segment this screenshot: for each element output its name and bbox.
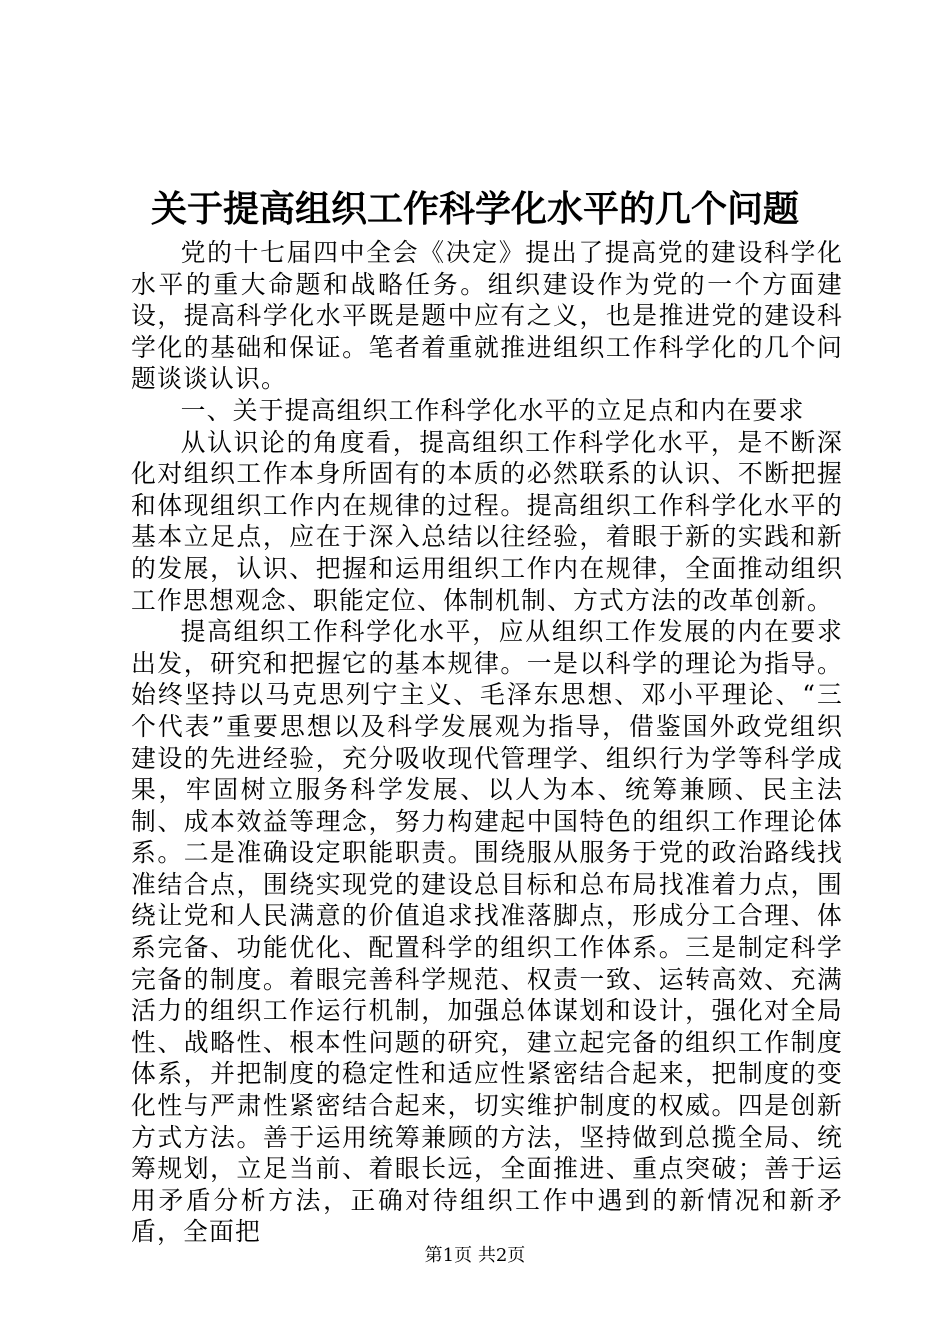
document-title: 关于提高组织工作科学化水平的几个问题: [150, 188, 799, 230]
paragraph-intro: 党的十七届四中全会《决定》提出了提高党的建设科学化水平的重大命题和战略任务。组织建设作为党的一个方面建设，提高科学化水平既是题中应有之义，也是推进党的建设科学化的基础和保证。笔者着重就推进组织工作科学化的几个问题谈谈认识。: [131, 238, 843, 394]
paragraph-epistemology: 从认识论的角度看，提高组织工作科学化水平，是不断深化对组织工作本身所固有的本质的必然联系的认识、不断把握和体现组织工作内在规律的过程。提高组织工作科学化水平的基本立足点，应在于深入总结以往经验，着眼于新的实践和新的发展，认识、把握和运用组织工作内在规律，全面推动组织工作思想观念、职能定位、体制机制、方式方法的改革创新。: [131, 427, 843, 615]
document-body: [131, 237, 843, 1248]
section-heading-1: 一、关于提高组织工作科学化水平的立足点和内在要求: [180, 395, 805, 425]
page-footer: 第1页 共2页: [424, 1245, 526, 1266]
paragraph-requirements: 提高组织工作科学化水平，应从组织工作发展的内在要求出发，研究和把握它的基本规律。一是以科学的理论为指导。始终坚持以马克思列宁主义、毛泽东思想、邓小平理论、“三个代表”重要思想以及科学发展观为指导，借鉴国外政党组织建设的先进经验，充分吸收现代管理学、组织行为学等科学成果，牢固树立服务科学发展、以人为本、统筹兼顾、民主法制、成本效益等理念，努力构建起中国特色的组织工作理论体系。二是准确设定职能职责。围绕服从服务于党的政治路线找准结合点，围绕实现党的建设总目标和总布局找准着力点，围绕让党和人民满意的价值追求找准落脚点，形成分工合理、体系完备、功能优化、配置科学的组织工作体系。三是制定科学完备的制度。着眼完善科学规范、权责一致、运转高效、充满活力的组织工作运行机制，加强总体谋划和设计，强化对全局性、战略性、根本性问题的研究，建立起完备的组织工作制度体系，并把制度的稳定性和适应性紧密结合起来，把制度的变化性与严肃性紧密结合起来，切实维护制度的权威。四是创新方式方法。善于运用统筹兼顾的方法，坚持做到总揽全局、统筹规划，立足当前、着眼长远，全面推进、重点突破；善于运用矛盾分析方法，正确对待组织工作中遇到的新情况和新矛盾，全面把: [131, 617, 843, 1247]
